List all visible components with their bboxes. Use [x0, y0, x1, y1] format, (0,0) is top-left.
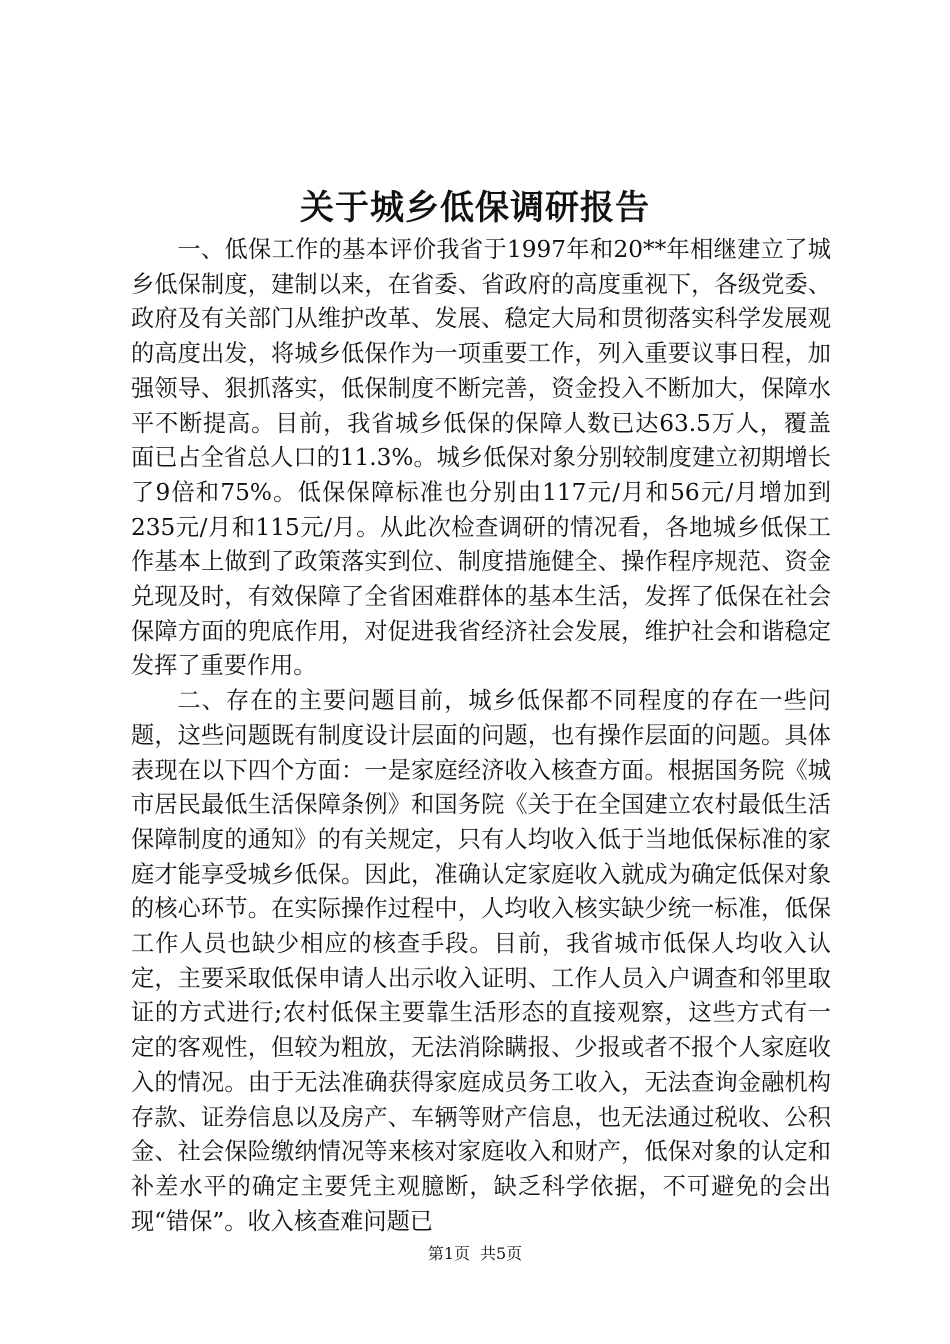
page-footer — [0, 1243, 950, 1265]
page-total: 共5页 — [480, 1244, 523, 1263]
document-body — [131, 233, 831, 1239]
page-number: 第1页 — [427, 1244, 470, 1263]
document-title: 关于城乡低保调研报告 — [300, 188, 650, 228]
paragraph-problems: 二、存在的主要问题目前，城乡低保都不同程度的存在一些问题，这些问题既有制度设计层面的问题，也有操作层面的问题。具体表现在以下四个方面：一是家庭经济收入核查方面。根据国务院《城市居民最低生活保障条例》和国务院《关于在全国建立农村最低生活保障制度的通知》的有关规定，只有人均收入低于当地低保标准的家庭才能享受城乡低保。因此，准确认定家庭收入就成为确定低保对象的核心环节。在实际操作过程中，人均收入核实缺少统一标准，低保工作人员也缺少相应的核查手段。目前，我省城市低保人均收入认定，主要采取低保申请人出示收入证明、工作人员入户调查和邻里取证的方式进行;农村低保主要靠生活形态的直接观察，这些方式有一定的客观性，但较为粗放，无法消除瞒报、少报或者不报个人家庭收入的情况。由于无法准确获得家庭成员务工收入，无法查询金融机构存款、证券信息以及房产、车辆等财产信息，也无法通过税收、公积金、社会保险缴纳情况等来核对家庭收入和财产，低保对象的认定和补差水平的确定主要凭主观臆断，缺乏科学依据，不可避免的会出现“错保”。收入核查难问题已 — [131, 687, 831, 1235]
paragraph-evaluation: 一、低保工作的基本评价我省于1997年和20**年相继建立了城乡低保制度，建制以来，在省委、省政府的高度重视下，各级党委、政府及有关部门从维护改革、发展、稳定大局和贯彻落实科学发展观的高度出发，将城乡低保作为一项重要工作，列入重要议事日程，加强领导、狠抓落实，低保制度不断完善，资金投入不断加大，保障水平不断提高。目前，我省城乡低保的保障人数已达63.5万人，覆盖面已占全省总人口的11.3%。城乡低保对象分别较制度建立初期增长了9倍和75%。低保保障标准也分别由117元/月和56元/月增加到235元/月和115元/月。从此次检查调研的情况看，各地城乡低保工作基本上做到了政策落实到位、制度措施健全、操作程序规范、资金兑现及时，有效保障了全省困难群体的基本生活，发挥了低保在社会保障方面的兜底作用，对促进我省经济社会发展，维护社会和谐稳定发挥了重要作用。 — [131, 236, 831, 680]
